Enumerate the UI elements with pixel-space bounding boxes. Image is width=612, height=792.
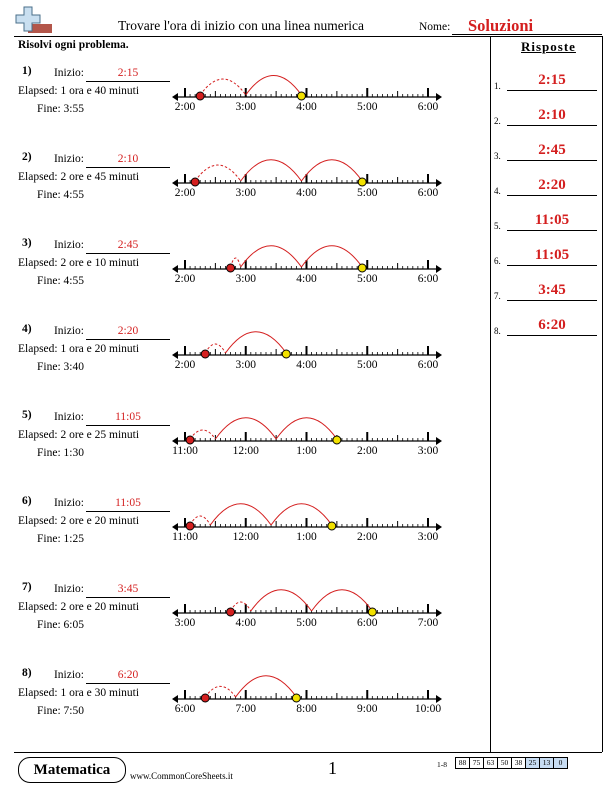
- name-label: Nome:: [419, 21, 451, 33]
- answer-number: 7.: [494, 291, 501, 301]
- answer-number: 2.: [494, 116, 501, 126]
- hour-label: 3:00: [417, 445, 439, 457]
- jump-arc-hour: [241, 160, 302, 181]
- problem-number: 7): [22, 581, 32, 593]
- start-label: Inizio:: [53, 239, 84, 251]
- hour-label: 6:00: [357, 617, 378, 629]
- end-dot: [282, 350, 290, 358]
- start-answer-field[interactable]: 2:20: [86, 325, 170, 340]
- axis-arrow-left: [172, 93, 178, 101]
- hour-label: 5:00: [296, 617, 317, 629]
- problem-number: 3): [22, 237, 32, 249]
- axis-arrow-left: [172, 695, 178, 703]
- jump-arc-hour: [246, 76, 302, 95]
- hour-label: 7:00: [417, 617, 439, 629]
- hour-label: 12:00: [232, 531, 259, 543]
- number-line: [172, 583, 442, 645]
- score-cell: 63: [483, 757, 498, 769]
- number-line: [172, 669, 442, 731]
- elapsed-time: Elapsed: 2 ore e 20 minuti: [18, 515, 140, 527]
- brand-badge: Matematica: [18, 757, 126, 783]
- hour-label: 5:00: [357, 273, 378, 285]
- start-answer-field[interactable]: 2:10: [86, 153, 170, 168]
- end-time: Fine: 1:25: [37, 533, 84, 545]
- start-dot: [186, 522, 194, 530]
- hour-label: 3:00: [235, 359, 256, 371]
- answer-field[interactable]: 2:45: [507, 142, 597, 161]
- axis-arrow-right: [436, 695, 442, 703]
- jump-arc-hour: [210, 504, 271, 525]
- elapsed-time: Elapsed: 1 ora e 40 minuti: [18, 85, 140, 97]
- number-line: [172, 239, 442, 301]
- end-time: Fine: 3:55: [37, 103, 84, 115]
- number-line: [172, 325, 442, 387]
- score-cell: 75: [469, 757, 484, 769]
- number-line: [172, 497, 442, 559]
- hour-label: 9:00: [357, 703, 378, 715]
- hour-label: 6:00: [174, 703, 196, 715]
- hour-label: 4:00: [296, 187, 317, 199]
- end-dot: [368, 608, 376, 616]
- axis-arrow-left: [172, 609, 178, 617]
- answer-number: 5.: [494, 221, 501, 231]
- start-label: Inizio:: [53, 153, 84, 165]
- axis-arrow-right: [436, 609, 442, 617]
- elapsed-time: Elapsed: 1 ora e 20 minuti: [18, 343, 140, 355]
- problem-number: 1): [22, 65, 32, 77]
- header-divider: [14, 36, 602, 37]
- answer-field[interactable]: 3:45: [507, 282, 597, 301]
- problem-number: 5): [22, 409, 32, 421]
- jump-arc-hour: [301, 160, 362, 181]
- elapsed-time: Elapsed: 2 ore e 10 minuti: [18, 257, 140, 269]
- problem-number: 8): [22, 667, 32, 679]
- start-dot: [227, 264, 235, 272]
- jump-arc-hour: [271, 504, 332, 525]
- axis-arrow-right: [436, 437, 442, 445]
- start-answer-field[interactable]: 11:05: [86, 411, 170, 426]
- axis-arrow-right: [436, 265, 442, 273]
- problem-number: 6): [22, 495, 32, 507]
- jump-arc-hour: [236, 676, 297, 697]
- elapsed-time: Elapsed: 2 ore e 45 minuti: [18, 171, 140, 183]
- axis-arrow-left: [172, 523, 178, 531]
- start-answer-field[interactable]: 3:45: [86, 583, 170, 598]
- answer-column-divider: [490, 36, 491, 752]
- end-dot: [333, 436, 341, 444]
- end-time: Fine: 1:30: [37, 447, 84, 459]
- score-cell: 0: [553, 757, 568, 769]
- answer-number: 3.: [494, 151, 501, 161]
- end-dot: [297, 92, 305, 100]
- answer-field[interactable]: 2:10: [507, 107, 597, 126]
- hour-label: 6:00: [417, 273, 439, 285]
- hour-label: 5:00: [357, 101, 378, 113]
- axis-arrow-right: [436, 179, 442, 187]
- answer-number: 4.: [494, 186, 501, 196]
- elapsed-time: Elapsed: 2 ore e 20 minuti: [18, 601, 140, 613]
- start-label: Inizio:: [53, 669, 84, 681]
- axis-arrow-right: [436, 523, 442, 531]
- answer-field[interactable]: 2:15: [507, 72, 597, 91]
- number-line: [172, 153, 442, 215]
- hour-label: 3:00: [235, 101, 256, 113]
- start-label: Inizio:: [53, 411, 84, 423]
- jump-arc-hour: [241, 246, 302, 267]
- start-answer-field[interactable]: 2:15: [86, 67, 170, 82]
- start-label: Inizio:: [53, 67, 84, 79]
- start-dot: [196, 92, 204, 100]
- end-time: Fine: 4:55: [37, 189, 84, 201]
- start-label: Inizio:: [53, 325, 84, 337]
- hour-label: 12:00: [232, 445, 259, 457]
- instructions: Risolvi ogni problema.: [18, 39, 129, 51]
- start-label: Inizio:: [53, 497, 84, 509]
- axis-arrow-right: [436, 93, 442, 101]
- axis-arrow-right: [436, 351, 442, 359]
- hour-label: 6:00: [417, 187, 439, 199]
- jump-arc-hour: [312, 590, 373, 611]
- hour-label: 4:00: [235, 617, 256, 629]
- end-time: Fine: 4:55: [37, 275, 84, 287]
- page-number: 1: [328, 758, 337, 778]
- answer-field[interactable]: 11:05: [507, 212, 597, 231]
- answer-field[interactable]: 2:20: [507, 177, 597, 196]
- hour-label: 2:00: [174, 359, 196, 371]
- end-time: Fine: 6:05: [37, 619, 84, 631]
- hour-label: 6:00: [417, 101, 439, 113]
- hour-label: 2:00: [174, 187, 196, 199]
- hour-label: 7:00: [235, 703, 256, 715]
- hour-label: 3:00: [417, 531, 439, 543]
- hour-label: 5:00: [357, 187, 378, 199]
- answer-number: 6.: [494, 256, 501, 266]
- hour-label: 2:00: [174, 273, 196, 285]
- start-label: Inizio:: [53, 583, 84, 595]
- hour-label: 8:00: [296, 703, 317, 715]
- jump-arc-partial: [195, 165, 241, 181]
- site-url: www.CommonCoreSheets.it: [130, 771, 233, 781]
- hour-label: 11:00: [172, 531, 198, 543]
- score-cell: 88: [455, 757, 470, 769]
- start-dot: [201, 350, 209, 358]
- number-line: [172, 411, 442, 473]
- number-line: [172, 67, 442, 129]
- jump-arc-partial: [200, 79, 246, 95]
- hour-label: 3:00: [235, 187, 256, 199]
- jump-arc-hour: [251, 590, 312, 611]
- hour-label: 5:00: [357, 359, 378, 371]
- plus-sign-logo: [14, 6, 54, 36]
- problem-number: 2): [22, 151, 32, 163]
- start-dot: [186, 436, 194, 444]
- hour-label: 6:00: [417, 359, 439, 371]
- answer-field[interactable]: 6:20: [507, 317, 597, 336]
- score-table: [456, 757, 568, 769]
- score-cell: 13: [539, 757, 554, 769]
- start-dot: [201, 694, 209, 702]
- hour-label: 2:00: [357, 445, 378, 457]
- score-cell: 38: [511, 757, 526, 769]
- jump-arc-partial: [205, 686, 235, 697]
- start-dot: [227, 608, 235, 616]
- answer-field[interactable]: 11:05: [507, 247, 597, 266]
- page-right-border: [602, 36, 603, 752]
- end-dot: [358, 178, 366, 186]
- start-answer-field[interactable]: 6:20: [86, 669, 170, 684]
- solutions-label: Soluzioni: [468, 16, 534, 35]
- hour-label: 3:00: [174, 617, 196, 629]
- axis-arrow-left: [172, 265, 178, 273]
- answers-heading: Risposte: [521, 39, 576, 54]
- score-range: 1-8: [437, 760, 447, 769]
- footer-divider: [14, 752, 602, 753]
- end-dot: [358, 264, 366, 272]
- jump-arc-hour: [301, 246, 362, 267]
- end-time: Fine: 7:50: [37, 705, 84, 717]
- elapsed-time: Elapsed: 2 ore e 25 minuti: [18, 429, 140, 441]
- hour-label: 1:00: [296, 445, 317, 457]
- elapsed-time: Elapsed: 1 ora e 30 minuti: [18, 687, 140, 699]
- axis-arrow-left: [172, 437, 178, 445]
- hour-label: 4:00: [296, 101, 317, 113]
- problem-number: 4): [22, 323, 32, 335]
- start-dot: [191, 178, 199, 186]
- worksheet-title: Trovare l'ora di inizio con una linea numerica: [118, 18, 364, 33]
- end-dot: [292, 694, 300, 702]
- hour-label: 2:00: [174, 101, 196, 113]
- hour-label: 2:00: [357, 531, 378, 543]
- hour-label: 4:00: [296, 273, 317, 285]
- hour-label: 4:00: [296, 359, 317, 371]
- axis-arrow-left: [172, 351, 178, 359]
- start-answer-field[interactable]: 2:45: [86, 239, 170, 254]
- axis-arrow-left: [172, 179, 178, 187]
- end-time: Fine: 3:40: [37, 361, 84, 373]
- hour-label: 11:00: [172, 445, 198, 457]
- hour-label: 1:00: [296, 531, 317, 543]
- score-cell: 50: [497, 757, 512, 769]
- jump-arc-hour: [226, 332, 287, 353]
- score-cell: 25: [525, 757, 540, 769]
- end-dot: [328, 522, 336, 530]
- answer-number: 8.: [494, 326, 501, 336]
- hour-label: 10:00: [414, 703, 442, 715]
- start-answer-field[interactable]: 11:05: [86, 497, 170, 512]
- hour-label: 3:00: [235, 273, 256, 285]
- answer-number: 1.: [494, 81, 501, 91]
